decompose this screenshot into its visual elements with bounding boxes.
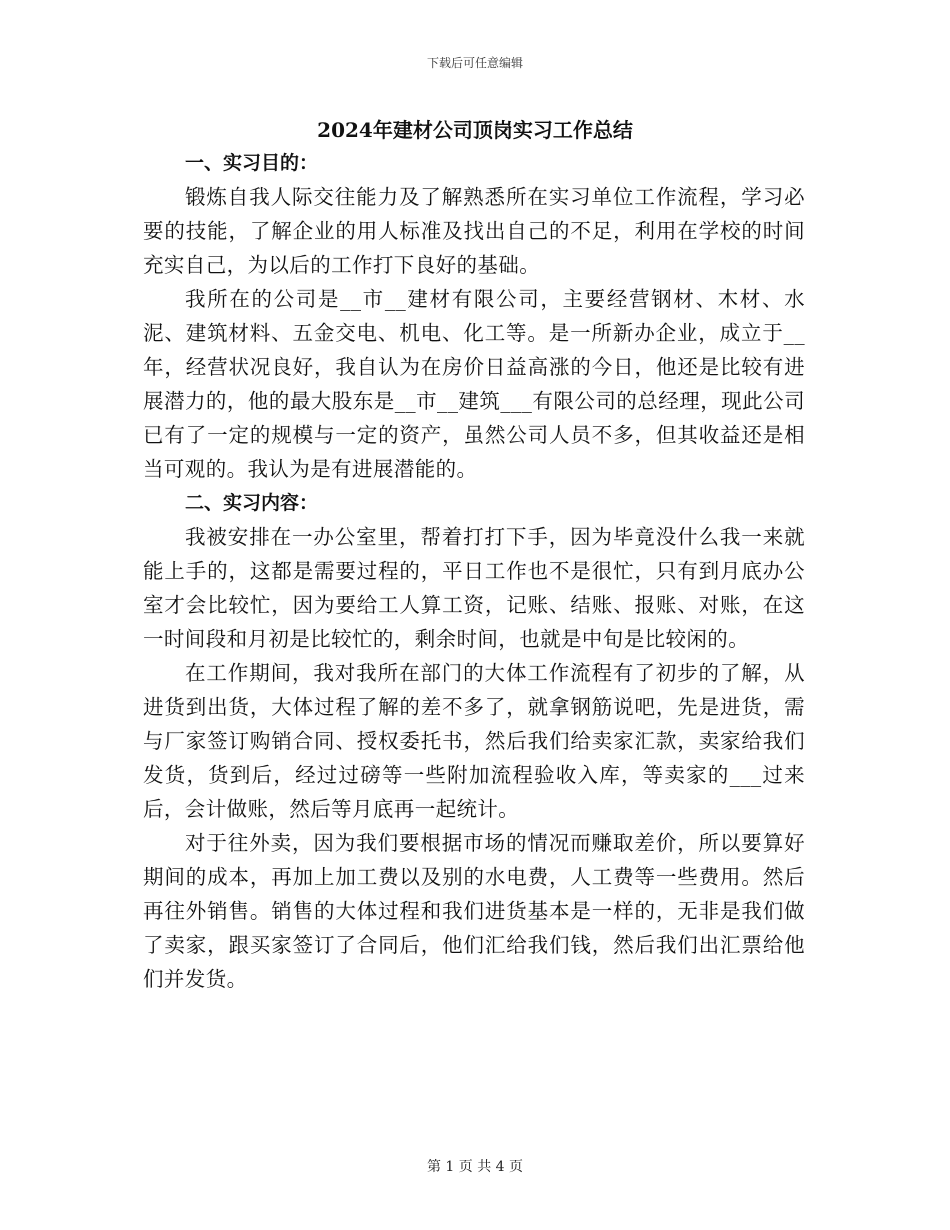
paragraph: 在工作期间，我对我所在部门的大体工作流程有了初步的了解，从进货到出货，大体过程了解的差不多了，就拿钢筋说吧，先是进货，需与厂家签订购销合同、授权委托书，然后我们给卖家汇款，卖家给我们发货，货到后，经过过磅等一些附加流程验收入库，等卖家的___过来后，会计做账，然后等月底再一起统计。: [143, 661, 805, 821]
paragraph: 锻炼自我人际交往能力及了解熟悉所在实习单位工作流程，学习必要的技能，了解企业的用人标准及找出自己的不足，利用在学校的时间充实自己，为以后的工作打下良好的基础。: [143, 185, 805, 277]
section-heading-purpose: 一、实习目的：: [185, 152, 319, 174]
header-note: 下载后可任意编辑: [426, 56, 523, 70]
paragraph: 对于往外卖，因为我们要根据市场的情况而赚取差价，所以要算好期间的成本，再加上加工费以及别的水电费，人工费等一些费用。然后再往外销售。销售的大体过程和我们进货基本是一样的，无非是我们做了卖家，跟买家签订了合同后，他们汇给我们钱，然后我们出汇票给他们并发货。: [143, 831, 805, 991]
document-title: 2024年建材公司顶岗实习工作总结: [317, 118, 633, 142]
paragraph: 我被安排在一办公室里，帮着打打下手，因为毕竟没什么我一来就能上手的，这都是需要过程的，平日工作也不是很忙，只有到月底办公室才会比较忙，因为要给工人算工资，记账、结账、报账、对账，在这一时间段和月初是比较忙的，剩余时间，也就是中旬是比较闲的。: [143, 525, 805, 651]
page-footer: 第 1 页 共 4 页: [426, 1159, 524, 1175]
section-heading-content: 二、实习内容：: [185, 492, 319, 514]
document-body: [143, 146, 805, 996]
paragraph: 我所在的公司是__市__建材有限公司，主要经营钢材、木材、水泥、建筑材料、五金交电、机电、化工等。是一所新办企业，成立于__年，经营状况良好，我自认为在房价日益高涨的今日，他还是比较有进展潜力的，他的最大股东是__市__建筑___有限公司的总经理，现此公司已有了一定的规模与一定的资产，虽然公司人员不多，但其收益还是相当可观的。我认为是有进展潜能的。: [143, 287, 805, 481]
